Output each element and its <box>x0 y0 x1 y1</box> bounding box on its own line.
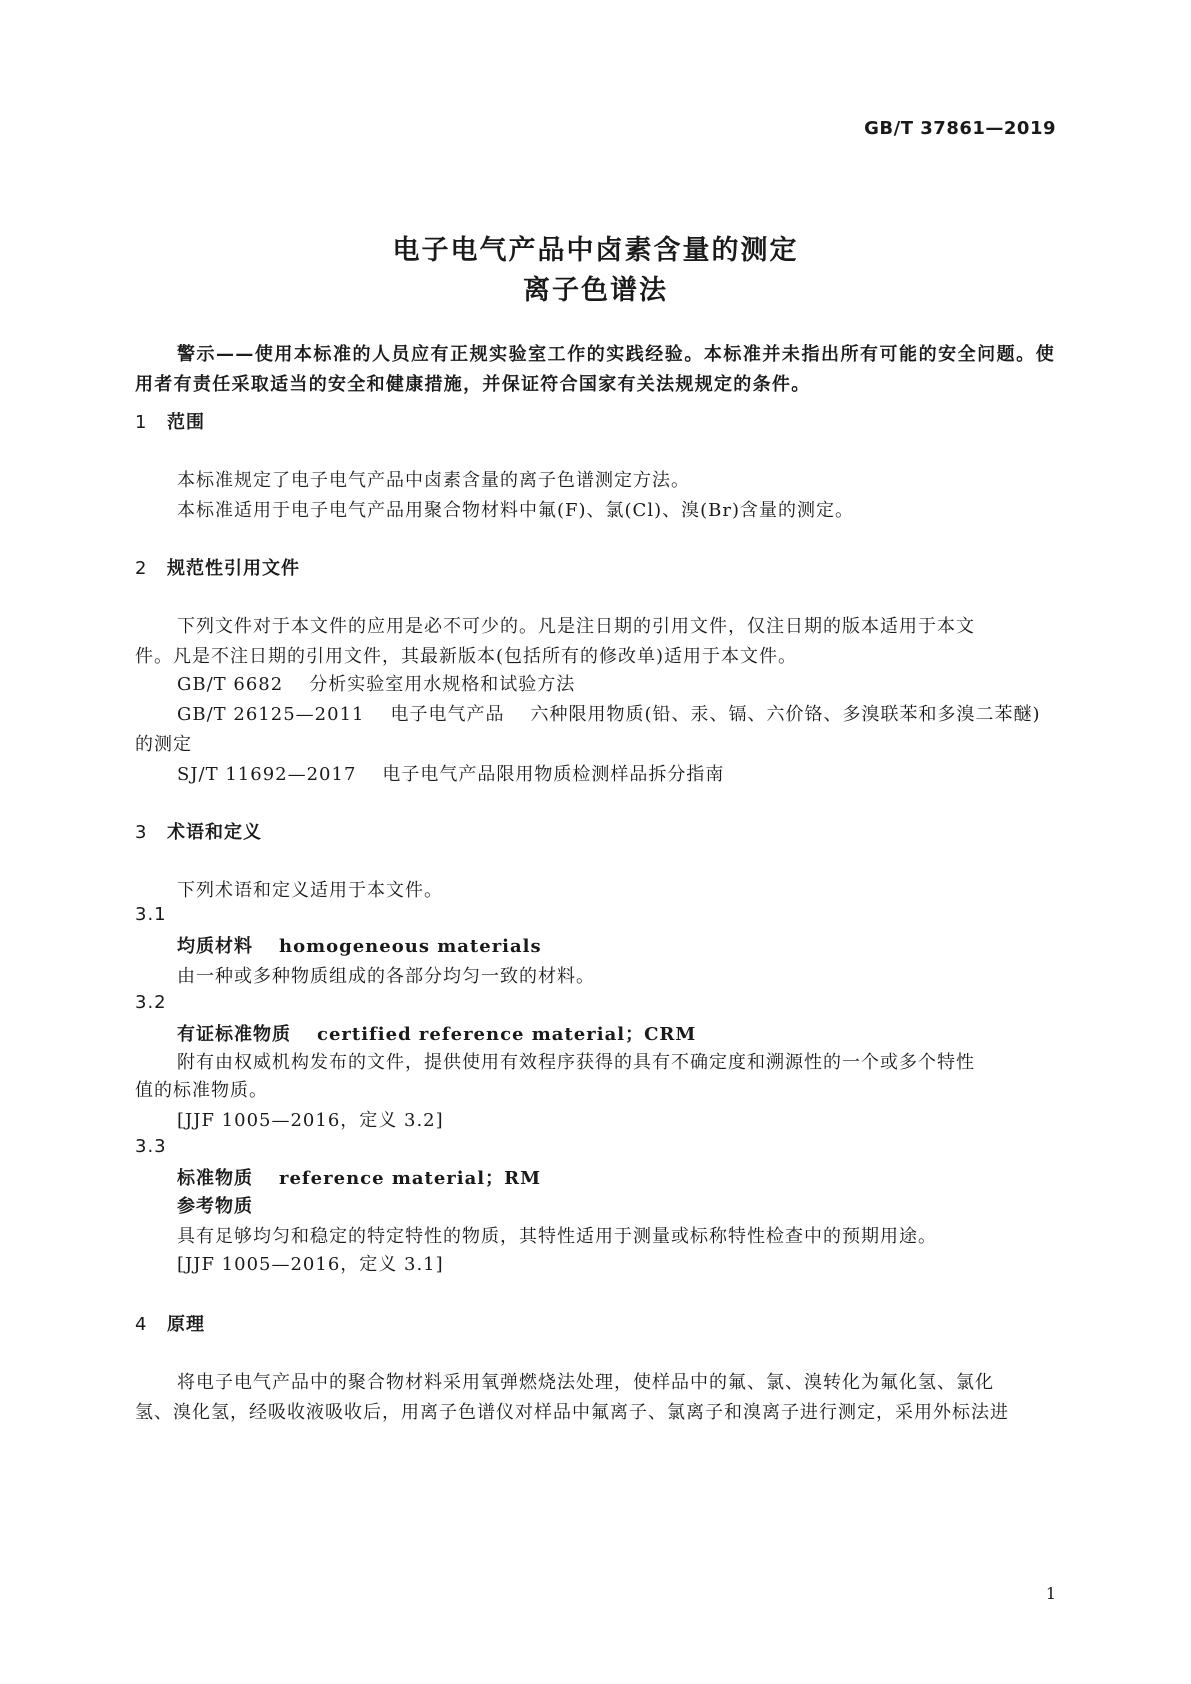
term-zh: 标准物质 <box>177 1168 253 1189</box>
section-number: 3 <box>135 822 148 843</box>
term-source: [JJF 1005—2016，定义 3.2] <box>177 1110 444 1131</box>
document-subtitle: 离子色谱法 <box>523 275 668 306</box>
section-title: 规范性引用文件 <box>167 558 300 579</box>
reference-code: SJ/T 11692—2017 <box>177 764 357 785</box>
term-en: certified reference material；CRM <box>317 1024 697 1045</box>
reference-item <box>177 760 724 786</box>
scope-paragraph-2: 本标准适用于电子电气产品用聚合物材料中氟(F)、氯(Cl)、溴(Br)含量的测定。 <box>177 500 854 521</box>
section-heading-3 <box>135 818 262 844</box>
section-number: 4 <box>135 1314 148 1335</box>
references-intro-line-1: 下列文件对于本文件的应用是必不可少的。凡是注日期的引用文件，仅注日期的版本适用于本文 <box>177 616 975 637</box>
term-en: reference material；RM <box>279 1168 542 1189</box>
term-alternative: 参考物质 <box>177 1196 253 1217</box>
term-number: 3.1 <box>135 904 167 925</box>
section-heading-2 <box>135 554 300 580</box>
section-number: 1 <box>135 412 148 433</box>
section-heading-1 <box>135 408 205 434</box>
terms-intro: 下列术语和定义适用于本文件。 <box>177 880 443 901</box>
reference-code: GB/T 26125—2011 <box>177 704 365 725</box>
term-heading <box>177 1164 541 1190</box>
warning-paragraph <box>135 340 1055 400</box>
principle-line-1: 将电子电气产品中的聚合物材料采用氧弹燃烧法处理，使样品中的氟、氯、溴转化为氟化氢、氯化 <box>177 1372 994 1393</box>
warning-text: 警示——使用本标准的人员应有正规实验室工作的实践经验。本标准并未指出所有可能的安全问题。使用者有责任采取适当的安全和健康措施，并保证符合国家有关法规规定的条件。 <box>135 344 1055 395</box>
references-intro-line-2: 件。凡是不注日期的引用文件，其最新版本(包括所有的修改单)适用于本文件。 <box>135 646 798 667</box>
term-definition-line-1: 附有由权威机构发布的文件，提供使用有效程序获得的具有不确定度和溯源性的一个或多个特性 <box>177 1052 975 1073</box>
term-en: homogeneous materials <box>279 936 542 957</box>
term-source: [JJF 1005—2016，定义 3.1] <box>177 1254 444 1275</box>
term-definition: 具有足够均匀和稳定的特定特性的物质，其特性适用于测量或标称特性检查中的预期用途。 <box>177 1226 937 1247</box>
reference-code: GB/T 6682 <box>177 674 284 695</box>
term-heading <box>177 932 542 958</box>
section-number: 2 <box>135 558 148 579</box>
reference-item <box>177 700 1041 726</box>
standard-code: GB/T 37861—2019 <box>864 118 1056 139</box>
term-zh: 均质材料 <box>177 936 253 957</box>
reference-title: 电子电气产品限用物质检测样品拆分指南 <box>382 764 725 785</box>
term-number: 3.3 <box>135 1136 167 1157</box>
principle-line-2: 氢、溴化氢，经吸收液吸收后，用离子色谱仪对样品中氟离子、氯离子和溴离子进行测定，采用外标法进 <box>135 1402 1009 1423</box>
page-number: 1 <box>1045 1584 1056 1603</box>
reference-title: 分析实验室用水规格和试验方法 <box>309 674 576 695</box>
reference-item-continuation: 的测定 <box>135 734 192 755</box>
reference-item <box>177 670 575 696</box>
term-number: 3.2 <box>135 992 167 1013</box>
term-heading <box>177 1020 696 1046</box>
section-title: 范围 <box>167 412 205 433</box>
term-zh: 有证标准物质 <box>177 1024 291 1045</box>
scope-paragraph-1: 本标准规定了电子电气产品中卤素含量的离子色谱测定方法。 <box>177 470 690 491</box>
document-title: 电子电气产品中卤素含量的测定 <box>392 235 799 266</box>
reference-title-continued: 六种限用物质(铅、汞、镉、六价铬、多溴联苯和多溴二苯醚) <box>530 704 1041 725</box>
section-title: 术语和定义 <box>167 822 262 843</box>
section-title: 原理 <box>167 1314 205 1335</box>
term-definition-line-2: 值的标准物质。 <box>135 1080 268 1101</box>
section-heading-4 <box>135 1310 205 1336</box>
reference-title: 电子电气产品 <box>390 704 505 725</box>
term-definition: 由一种或多种物质组成的各部分均匀一致的材料。 <box>177 966 595 987</box>
